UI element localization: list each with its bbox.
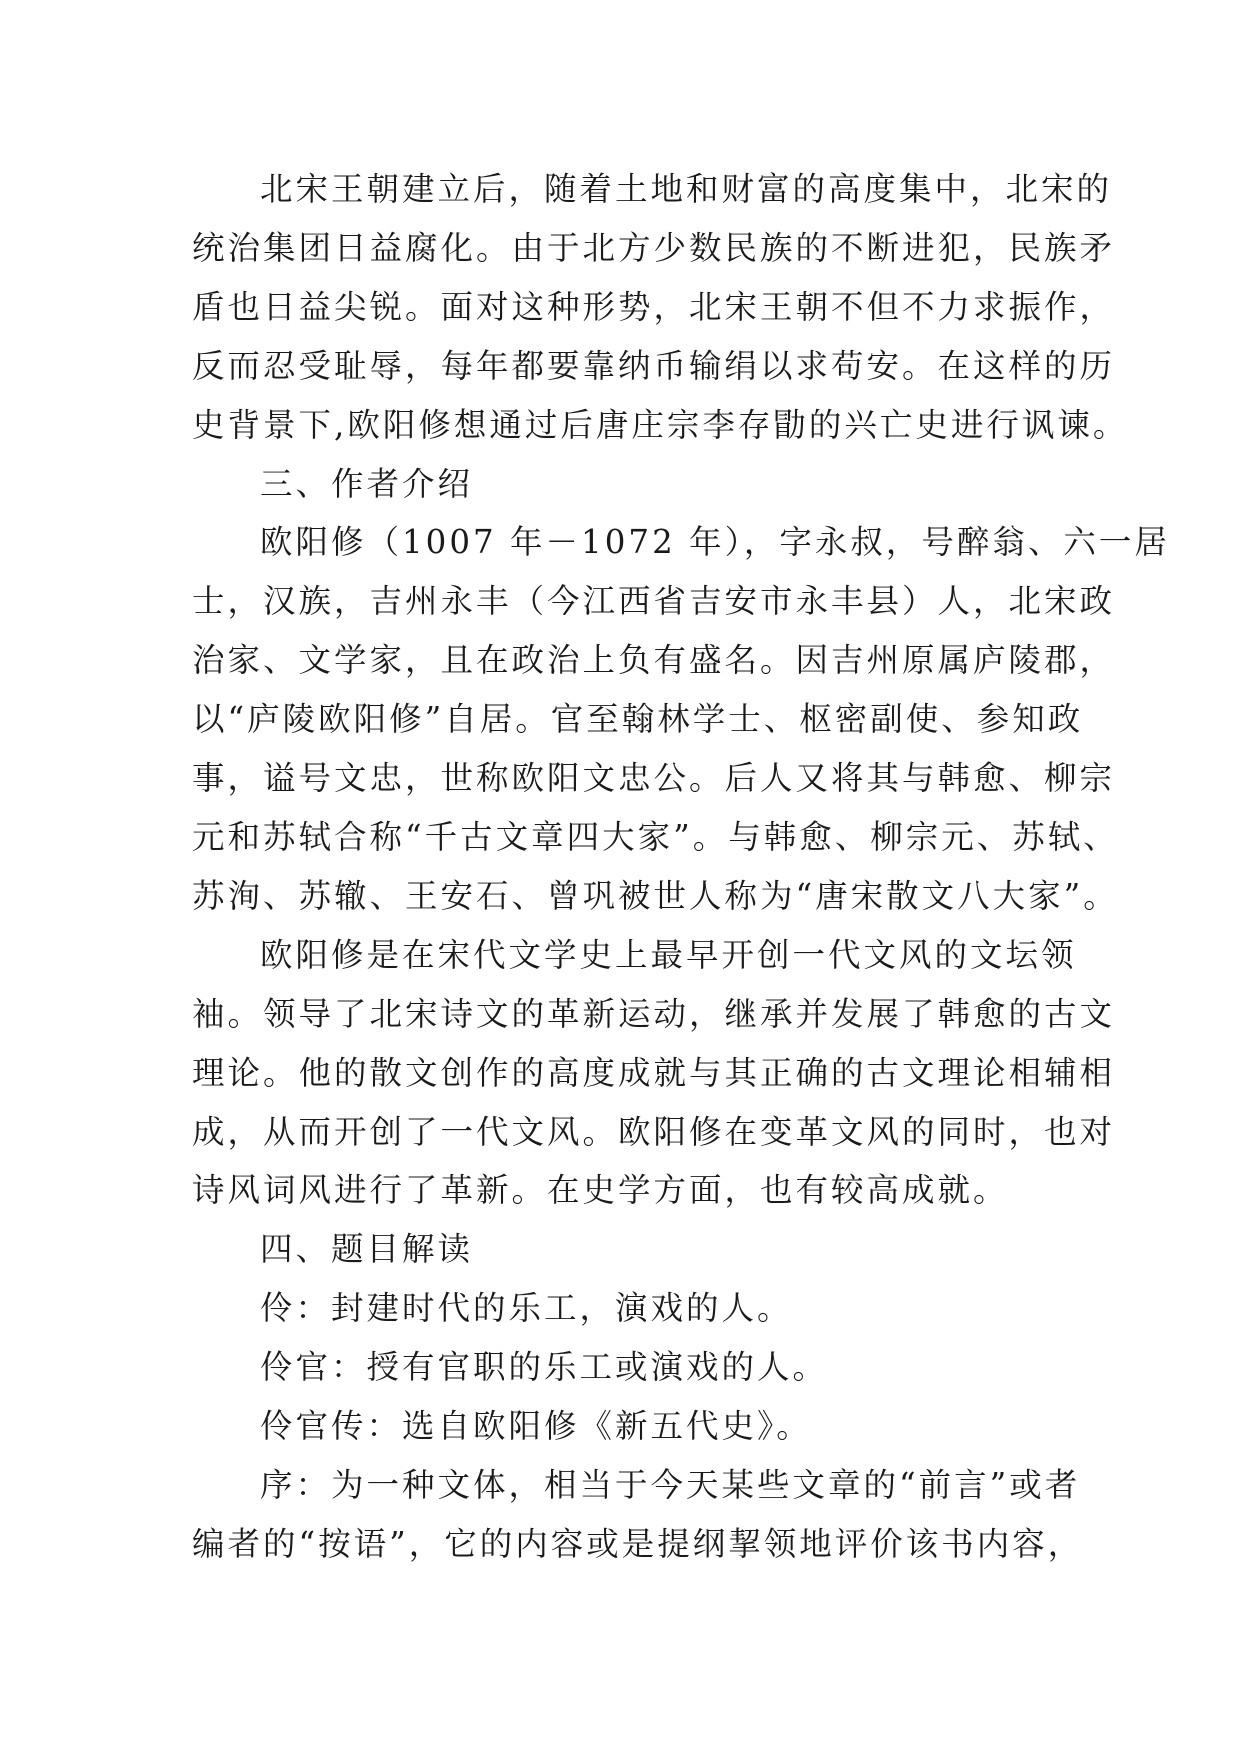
text-line: 反而忍受耻辱，每年都要靠纳币输绢以求苟安。在这样的历 (192, 346, 1116, 385)
heading-text: 四、题目解读 (260, 1230, 474, 1269)
text-line: 苏洵、苏辙、王安石、曾巩被世人称为“唐宋散文八大家”。 (192, 876, 1119, 915)
text-line: 以“庐陵欧阳修”自居。官至翰林学士、枢密副使、参知政 (192, 700, 1084, 739)
text-line: 士，汉族，吉州永丰（今江西省吉安市永丰县）人，北宋政 (192, 582, 1116, 621)
definition-xu (192, 1456, 1084, 1574)
text-line: 治家、文学家，且在政治上负有盛名。因吉州原属庐陵郡， (192, 641, 1116, 680)
text-line: 统治集团日益腐化。由于北方少数民族的不断进犯，民族矛 (192, 228, 1116, 267)
text-line: 盾也日益尖锐。面对这种形势，北宋王朝不但不力求振作， (192, 287, 1116, 326)
section-heading-title (192, 1220, 1052, 1279)
text-line: 欧阳修是在宋代文学史上最早开创一代文风的文坛领 (260, 935, 1077, 974)
text-line: 史背景下,欧阳修想通过后唐庄宗李存勖的兴亡史进行讽谏。 (192, 405, 1129, 444)
section-heading-author (192, 455, 1052, 514)
definition-lingguanzhuan (192, 1397, 1052, 1456)
definition-ling (192, 1279, 1052, 1338)
text-line: 序：为一种文体，相当于今天某些文章的“前言”或者 (260, 1465, 1081, 1504)
text-line: 欧阳修（1007 年－1072 年），字永叔，号醉翁、六一居 (260, 523, 1170, 562)
text-line: 北宋王朝建立后，随着土地和财富的高度集中，北宋的 (260, 170, 1113, 208)
document-body (192, 160, 1170, 1574)
text-line: 袖。领导了北宋诗文的革新运动，继承并发展了韩愈的古文 (192, 994, 1116, 1033)
text-line: 编者的“按语”，它的内容或是提纲挈领地评价该书内容， (192, 1524, 1084, 1563)
paragraph-author-bio (192, 513, 1170, 925)
text-line: 事，谥号文忠，世称欧阳文忠公。后人又将其与韩愈、柳宗 (192, 759, 1116, 798)
text-line: 元和苏轼合称“千古文章四大家”。与韩愈、柳宗元、苏轼、 (192, 817, 1119, 856)
paragraph-historical-background (192, 160, 1129, 455)
heading-text: 三、作者介绍 (260, 464, 474, 503)
text-line: 诗风词风进行了革新。在史学方面，也有较高成就。 (192, 1171, 1009, 1210)
text-line: 成，从而开创了一代文风。欧阳修在变革文风的同时，也对 (192, 1112, 1116, 1151)
definition-lingguan (192, 1338, 1052, 1397)
text-line: 伶官传：选自欧阳修《新五代史》。 (260, 1407, 812, 1446)
text-line: 伶官：授有官职的乐工或演戏的人。 (260, 1348, 829, 1387)
paragraph-author-literary (192, 926, 1116, 1221)
text-line: 理论。他的散文创作的高度成就与其正确的古文理论相辅相 (192, 1053, 1116, 1092)
text-line: 伶：封建时代的乐工，演戏的人。 (260, 1289, 793, 1328)
